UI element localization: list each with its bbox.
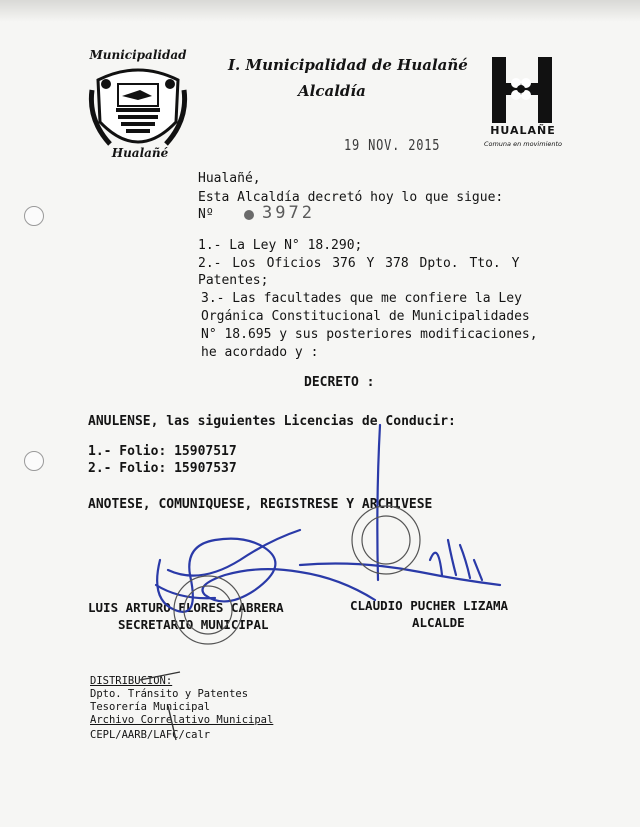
anulense-text: ANULENSE, las siguientes Licencias de Conducir: [88,414,456,429]
office-title: Alcaldía [298,82,366,100]
decree-number-value: 3972 [262,203,315,223]
considerando-3-line4: he acordado y : [201,345,319,360]
secretary-name: LUIS ARTURO FLORES CABRERA [88,600,284,615]
intro-text: Esta Alcaldía decretó hoy lo que sigue: [198,190,504,205]
considerando-1: 1.- La Ley N° 18.290; [198,238,363,253]
crest-top-text: Municipalidad [89,48,187,62]
crest-bottom-text: Hualañé [111,146,169,160]
decree-number-label: Nº [198,207,214,222]
decreto-heading: DECRETO : [304,375,375,390]
considerando-2-line2: Patentes; [198,273,269,288]
folio-item: 2.- Folio: 15907537 [88,461,237,476]
hualane-logo-icon [486,57,558,123]
secretary-role: SECRETARIO MUNICIPAL [118,617,269,632]
distribution-item: Tesorería Municipal [90,701,211,713]
considerando-3-line3: N° 18.695 y sus posteriores modificaciones, [201,327,538,342]
mayor-role: ALCALDE [412,615,465,630]
distribution-item: Archivo Correlativo Municipal [90,714,274,726]
closing-text: ANOTESE, COMUNIQUESE, REGISTRESE Y ARCHIVESE [88,497,433,512]
logo-tagline: Comuna en movimiento [483,140,563,148]
distribution-item: CEPL/AARB/LAFC/calr [90,729,211,741]
considerando-2-line1: 2.- Los Oficios 376 Y 378 Dpto. Tto. Y [198,256,520,271]
punch-hole [24,451,44,471]
stamp-dot [244,210,254,220]
municipality-title: I. Municipalidad de Hualañé [228,56,468,74]
considerando-3-line1: 3.- Las facultades que me confiere la Ley [201,291,522,306]
folio-item: 1.- Folio: 15907517 [88,444,237,459]
logo-name: HUALAÑE [490,124,556,137]
place-text: Hualañé, [198,171,261,186]
distribution-title: DISTRIBUCION: [90,675,173,687]
distribution-item: Dpto. Tránsito y Patentes [90,688,249,700]
punch-hole [24,206,44,226]
mayor-name: CLAUDIO PUCHER LIZAMA [350,598,509,613]
considerando-3-line2: Orgánica Constitucional de Municipalidades [201,309,530,324]
scan-edge-shadow [0,0,640,22]
mayor-stamp-icon [352,506,420,574]
date-stamp: 19 NOV. 2015 [344,136,441,154]
